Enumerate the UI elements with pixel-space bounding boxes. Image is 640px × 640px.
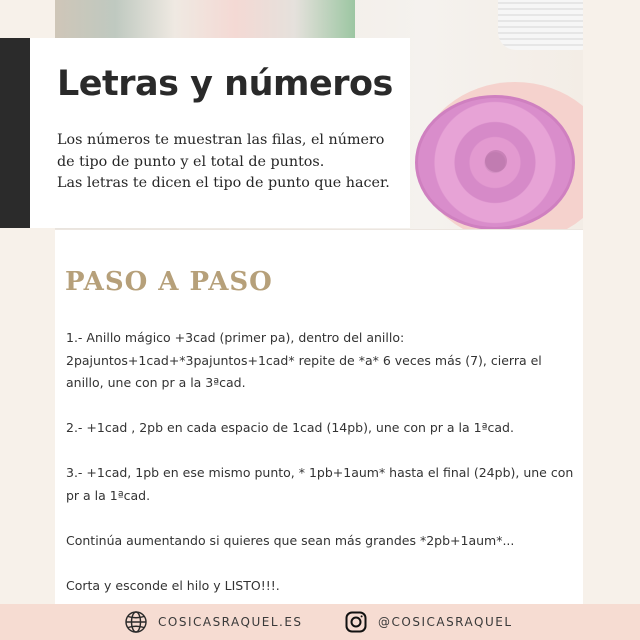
step-item: 3.- +1cad, 1pb en ese mismo punto, * 1pb+1aum* hasta el final (24pb), une con pr a la 1ªcad. (66, 465, 574, 503)
step-item: Corta y esconde el hilo y LISTO!!!. (66, 577, 280, 593)
step-item: Continúa aumentando si quieres que sean más grandes *2pb+1aum*... (66, 532, 515, 548)
instagram-icon (344, 610, 368, 634)
globe-icon (124, 610, 148, 634)
photo-crochet-cup (498, 0, 583, 50)
intro-text (57, 130, 412, 195)
section-heading: PASO A PASO (65, 267, 273, 297)
instagram-handle[interactable]: @COSICASRAQUEL (378, 615, 513, 629)
step-item: 1.- Anillo mágico +3cad (primer pa), dentro del anillo: 2pajuntos+1cad+*3pajuntos+1cad* repite de *a* 6 veces más (7), cierra el anillo, une con pr a la 3ªcad. (66, 330, 542, 390)
intro-line: Los números te muestran las filas, el número (57, 132, 385, 148)
footer-instagram[interactable] (344, 604, 513, 640)
page-title: Letras y números (57, 64, 393, 104)
footer (0, 604, 640, 640)
steps-list (66, 327, 576, 597)
intro-line: Las letras te dicen el tipo de punto que hacer. (57, 175, 390, 191)
photo-pad-center (485, 150, 507, 172)
website-link[interactable]: COSICASRAQUEL.ES (158, 615, 303, 629)
step-item: 2.- +1cad , 2pb en cada espacio de 1cad (14pb), une con pr a la 1ªcad. (66, 420, 514, 435)
intro-line: de tipo de punto y el total de puntos. (57, 153, 325, 170)
accent-bar (0, 38, 30, 228)
footer-website[interactable] (124, 604, 303, 640)
photo-crochet-items-strip (55, 0, 355, 38)
